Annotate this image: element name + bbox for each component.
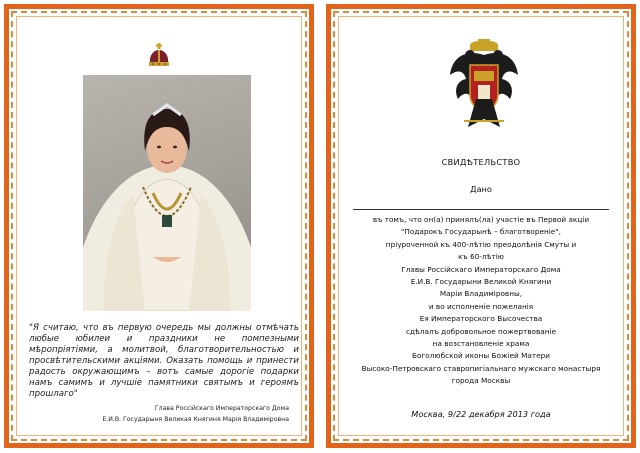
issued-to-label: Дано <box>470 184 492 194</box>
body-line: и во исполненіе пожеланія <box>428 301 534 311</box>
double-headed-eagle-icon <box>448 35 520 137</box>
certificate-title: СВИДѢТЕЛЬСТВО <box>441 157 521 167</box>
signature-title: Глава Россійскаго Императорскаго Дома <box>154 405 289 412</box>
portrait-photo <box>83 75 251 311</box>
quote-text: "Я считаю, что въ первую очередь мы должны отмѣчать любые юбилеи и праздники не помпезными мѣропріятіями, а молитвой, благотворительностью и просвѣтительскими акціями. Оказать помощь и принести радость окружающимъ – вотъ самые дорогіе подарки намъ самимъ и лучшіе памятники святымъ и героямъ прошлаго" <box>29 323 299 399</box>
imperial-crown-icon <box>146 43 172 69</box>
body-line: Ея Императорского Высочества <box>419 314 543 324</box>
body-line: пріуроченной къ 400-лѣтію преодолѣнія Смуты и <box>385 239 577 249</box>
certificate-date: Москва, 9/22 декабря 2013 года <box>411 409 551 419</box>
body-line: Главы Россійскаго Императорскаго Дома <box>401 264 561 274</box>
body-line: Высоко-Петровскаго ставропигіальнаго мужскаго монастыря <box>361 363 601 373</box>
body-line: Боголюбской иконы Божіей Матери <box>412 351 550 361</box>
right-page <box>326 4 636 448</box>
body-line: на возстановленіе храма <box>432 339 530 349</box>
body-line: Маріи Владиміровны, <box>439 289 523 299</box>
left-page <box>4 4 314 448</box>
body-line: Е.И.В. Государыни Великой Княгини <box>410 277 552 287</box>
body-line: города Москвы <box>451 376 511 386</box>
certificate-body <box>341 214 621 388</box>
signature-name: Е.И.В. Государыня Великая Княгиня Марія Владиміровна <box>102 416 289 423</box>
body-line: сдѣлалъ добровольное пожертвованіе <box>405 326 557 336</box>
body-line: "Подарокъ Государынѣ – благотвореніе", <box>401 227 561 237</box>
name-line <box>353 209 609 210</box>
body-line: къ 60-лѣтію <box>458 252 504 262</box>
body-line: въ томъ, что он(а) принялъ(ла) участіе въ Первой акціи <box>372 215 590 224</box>
